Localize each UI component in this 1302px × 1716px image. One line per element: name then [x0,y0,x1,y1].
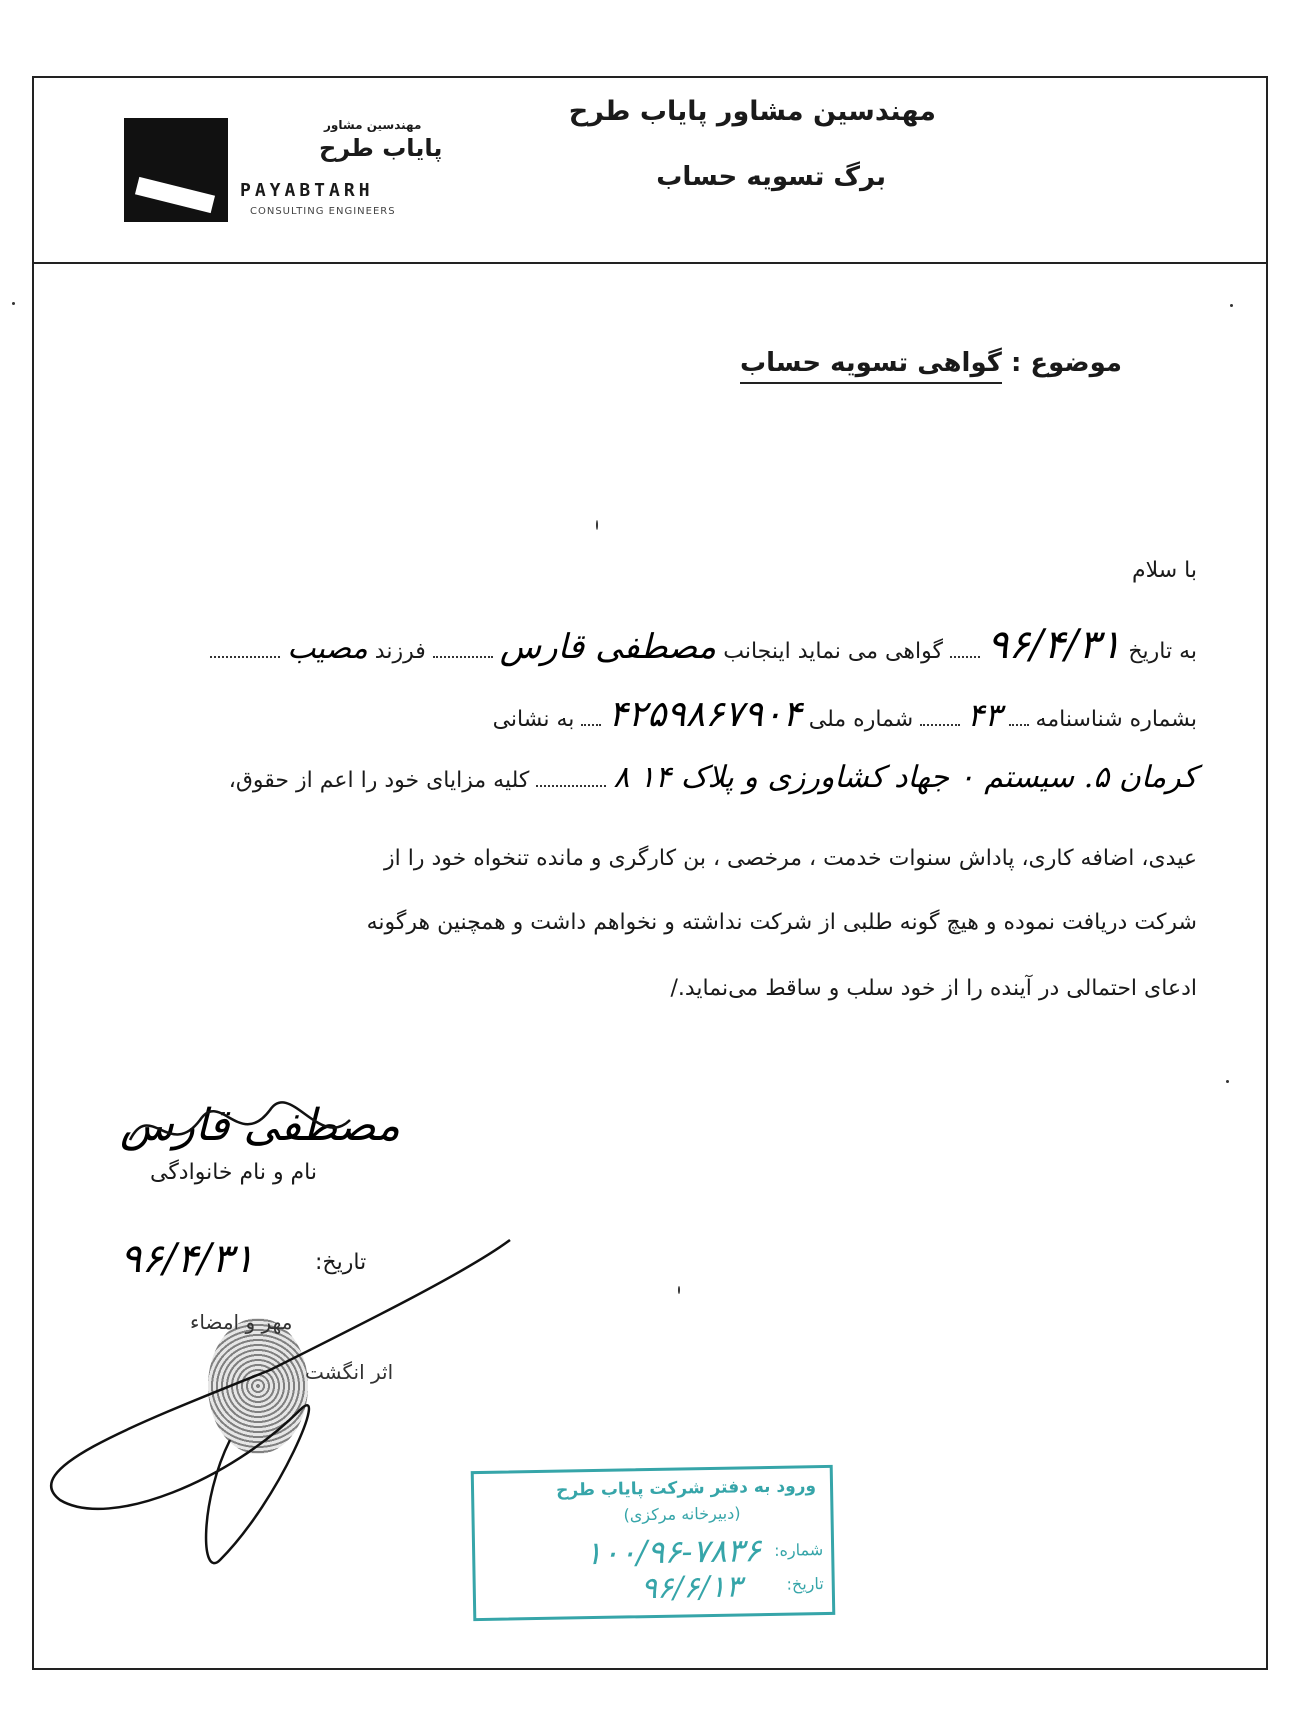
handwritten-signature: مصطفی قارس [120,1100,401,1151]
stamp-number-value: ۱۰۰/۹۶-۷۸۳۶ [584,1531,762,1573]
subject-value: گواهی تسویه حساب [740,348,1002,384]
logo-small-text: مهندسین مشاور [324,118,422,132]
handwritten-date: ۹۶/۴/۳۱ [986,622,1122,668]
stamp-date-value: ۹۶/۶/۱۳ [640,1569,743,1607]
thumbprint-label: اثر انگشت [305,1360,394,1384]
logo-subtitle: CONSULTING ENGINEERS [250,206,396,217]
certify-text: گواهی می نماید اینجانب [723,639,943,664]
logo-persian-text: پایاب طرح [319,134,443,162]
greeting: با سلام [1131,558,1197,583]
address-label: به نشانی [492,707,575,732]
stamp-title: ورود به دفتر شرکت پایاب طرح [555,1476,817,1501]
seal-signature-label: مهر و امضاء [190,1310,293,1334]
subject-label: موضوع : [1010,348,1122,378]
handwritten-id-number: ۴۳ [967,696,1002,734]
handwritten-national-number: ۴۲۵۹۸۶۷۹۰۴ [608,694,802,735]
date-prefix: به تاریخ [1128,639,1197,664]
registration-stamp [471,1465,836,1621]
child-of-label: فرزند [374,639,426,664]
body-line-4: عیدی، اضافه کاری، پاداش سنوات خدمت ، مرخصی ، بن کارگری و مانده تنخواه خود را از [384,846,1197,871]
handwritten-father: مصیب [287,631,368,666]
benefits-text: کلیه مزایای خود را اعم از حقوق، [228,768,530,793]
id-label: بشماره شناسنامه [1035,707,1197,732]
handwritten-address: کرمان ۵. سیستم ۰ جهاد کشاورزی و پلاک ۱۴ ۸ [613,760,1197,795]
logo-english-text: PAYABTARH [240,180,374,201]
stamp-subtitle: (دبیرخانه مرکزی) [623,1503,741,1525]
body-line-5: شرکت دریافت نموده و هیچ گونه طلبی از شرکت نداشته و نخواهم داشت و همچنین هرگونه [366,910,1197,935]
national-label: شماره ملی [808,707,914,732]
stamp-number-label: شماره: [773,1540,824,1560]
company-name: مهندسین مشاور پایاب طرح [568,96,936,127]
handwritten-name: مصطفی قارس [499,627,717,667]
signature-date-label: تاریخ: [315,1250,367,1275]
full-name-label: نام و نام خانوادگی [150,1160,318,1185]
signature-date-value: ۹۶/۴/۳۱ [120,1236,255,1282]
stamp-date-label: تاریخ: [786,1574,824,1594]
body-line-6: ادعای احتمالی در آینده را از خود سلب و ساقط می‌نماید./ [670,976,1197,1001]
form-title: برگ تسویه حساب [656,162,886,192]
